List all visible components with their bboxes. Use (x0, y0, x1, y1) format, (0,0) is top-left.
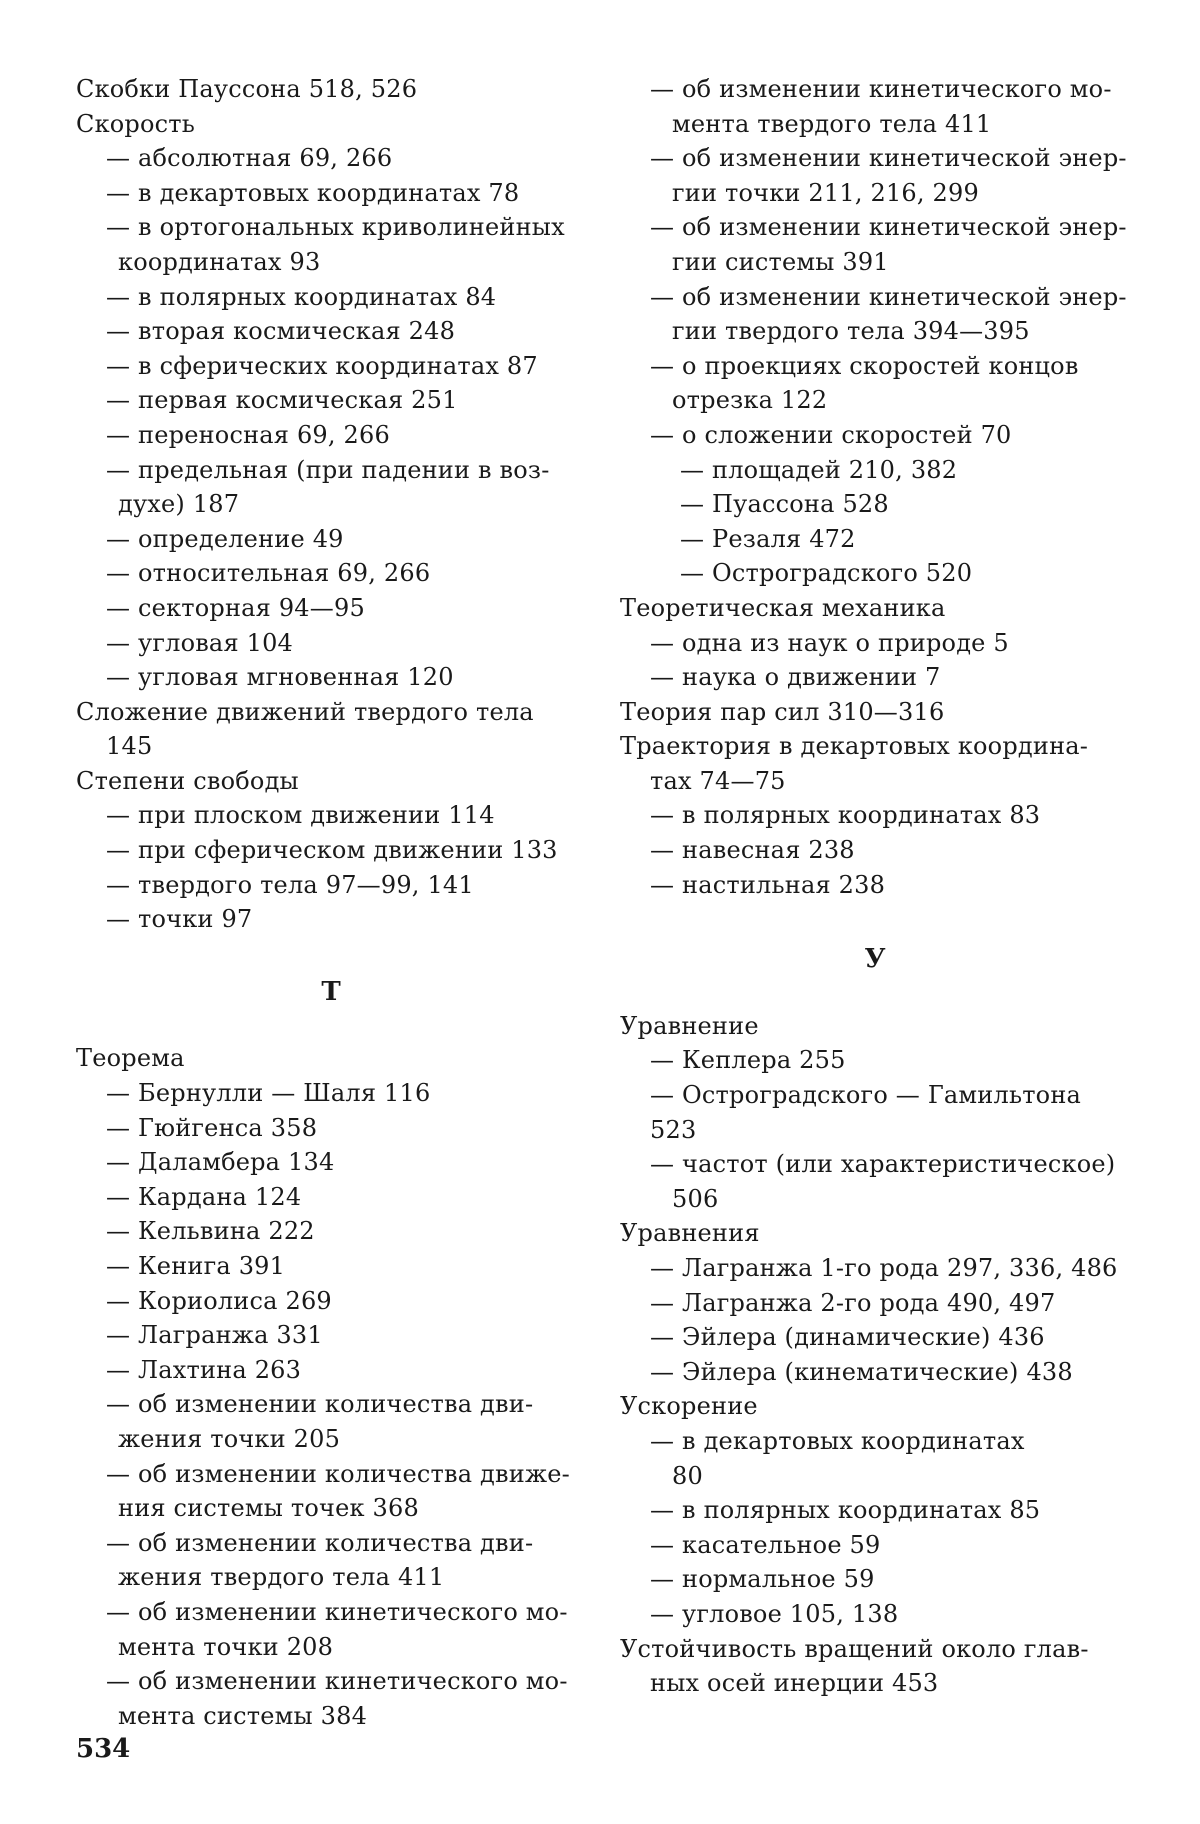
index-entry: — о проекциях скоростей концов (650, 351, 1079, 380)
index-entry: координатах 93 (118, 247, 321, 276)
index-entry: — Кельвина 222 (106, 1217, 315, 1246)
index-entry: — относительная 69, 266 (106, 559, 431, 588)
right-column (620, 72, 1130, 1701)
index-entry: — Остроградского — Гамильтона (650, 1081, 1082, 1110)
index-heading: Теорема (76, 1044, 185, 1073)
index-heading: Скобки Пауссона 518, 526 (76, 75, 418, 103)
section-letter-u: У (864, 944, 886, 975)
index-entry: — одна из наук о природе 5 (650, 628, 1009, 657)
index-entry: ния системы точек 368 (118, 1494, 419, 1523)
index-entry: — касательное 59 (650, 1530, 881, 1559)
index-entry: — о сложении скоростей 70 (650, 420, 1012, 449)
index-entry: — Пуассона 528 (680, 490, 889, 519)
index-entry: — в полярных координатах 84 (106, 282, 497, 311)
index-entry: — твердого тела 97—99, 141 (106, 870, 474, 899)
index-entry: мента системы 384 (118, 1701, 368, 1730)
index-entry: гии точки 211, 216, 299 (672, 178, 979, 207)
index-entry: — определение 49 (106, 524, 344, 553)
index-entry: — Лагранжа 331 (106, 1321, 323, 1350)
index-heading: Уравнения (620, 1219, 760, 1248)
index-entry: гии системы 391 (672, 247, 889, 276)
index-entry: — Гюйгенса 358 (106, 1113, 318, 1142)
index-entry: — угловое 105, 138 (650, 1599, 899, 1628)
index-entry: — в полярных координатах 83 (650, 801, 1041, 830)
index-entry: отрезка 122 (672, 386, 828, 415)
index-entry: — Даламбера 134 (106, 1148, 335, 1177)
index-heading: Теоретическая механика (620, 593, 946, 622)
index-entry: — навесная 238 (650, 836, 855, 865)
index-entry: — угловая мгновенная 120 (106, 663, 454, 692)
index-entry: — нормальное 59 (650, 1565, 875, 1594)
page-number: 534 (76, 1734, 131, 1764)
index-entry: гии твердого тела 394—395 (672, 317, 1030, 346)
left-index-block-s (76, 72, 586, 937)
index-entry: 523 (650, 1115, 697, 1144)
index-heading: Степени свободы (76, 766, 299, 795)
index-heading: Скорость (76, 109, 196, 138)
index-entry: — об изменении количества движе- (106, 1459, 570, 1488)
index-entry: — в сферических координатах 87 (106, 351, 538, 380)
index-entry: — вторая космическая 248 (106, 317, 456, 346)
section-letter-t: Т (321, 976, 341, 1007)
index-entry: ных осей инерции 453 (650, 1669, 939, 1698)
index-entry: — Остроградского 520 (680, 559, 973, 588)
index-entry: — переносная 69, 266 (106, 420, 390, 449)
index-entry: — точки 97 (106, 905, 253, 934)
index-entry: — Лахтина 263 (106, 1355, 302, 1384)
index-entry: — Эйлера (кинематические) 438 (650, 1357, 1073, 1386)
index-entry: 80 (672, 1461, 703, 1490)
index-entry: — Резаля 472 (680, 524, 856, 553)
index-entry: 145 (106, 732, 153, 761)
index-entry: — об изменении кинетического мо- (106, 1597, 568, 1626)
index-entry: — первая космическая 251 (106, 386, 458, 415)
index-entry: мента точки 208 (118, 1632, 334, 1661)
index-entry: — об изменении кинетической энер- (650, 144, 1127, 173)
index-entry: духе) 187 (118, 490, 240, 519)
left-index-block-t (76, 1041, 586, 1733)
index-entry: — Кеплера 255 (650, 1046, 846, 1075)
index-entry: — при плоском движении 114 (106, 801, 495, 830)
index-entry: — об изменении количества дви- (106, 1528, 534, 1557)
index-heading: Устойчивость вращений около глав- (620, 1634, 1089, 1663)
index-entry: жения точки 205 (118, 1424, 341, 1453)
index-entry: — об изменении количества дви- (106, 1390, 534, 1419)
index-entry: — наука о движении 7 (650, 663, 941, 692)
index-entry: — об изменении кинетического мо- (650, 75, 1112, 103)
index-entry: — в полярных координатах 85 (650, 1496, 1041, 1525)
right-index-block-u (620, 1009, 1130, 1701)
index-entry: — настильная 238 (650, 870, 886, 899)
index-heading: Траектория в декартовых координа- (620, 732, 1089, 761)
index-entry: — угловая 104 (106, 628, 294, 657)
left-column (76, 72, 586, 1733)
index-entry: — предельная (при падении в воз- (106, 455, 550, 484)
index-entry: 506 (672, 1184, 719, 1213)
index-entry: — Кенига 391 (106, 1252, 286, 1280)
index-entry: — Эйлера (динамические) 436 (650, 1323, 1045, 1352)
index-heading: Ускорение (620, 1392, 758, 1421)
index-entry: — в декартовых координатах (650, 1426, 1025, 1455)
index-heading: Сложение движений твердого тела (76, 697, 534, 726)
index-entry: — площадей 210, 382 (680, 455, 958, 484)
index-entry: тах 74—75 (650, 766, 786, 795)
index-heading: Теория пар сил 310—316 (620, 697, 945, 726)
index-entry: — Лагранжа 2-го рода 490, 497 (650, 1288, 1056, 1317)
index-entry: — в декартовых координатах 78 (106, 178, 520, 207)
index-entry: — Бернулли — Шаля 116 (106, 1079, 431, 1108)
index-entry: — об изменении кинетической энер- (650, 282, 1127, 311)
index-entry: — частот (или характеристическое) (650, 1150, 1116, 1179)
index-entry: — Кардана 124 (106, 1182, 302, 1211)
index-entry: — при сферическом движении 133 (106, 836, 558, 865)
index-entry: — об изменении кинетического мо- (106, 1667, 568, 1696)
index-entry: — секторная 94—95 (106, 593, 365, 622)
index-entry: — в ортогональных криволинейных (106, 213, 565, 242)
index-entry: — Лагранжа 1-го рода 297, 336, 486 (650, 1254, 1118, 1282)
index-entry: — абсолютная 69, 266 (106, 144, 393, 173)
index-heading: Уравнение (620, 1011, 759, 1040)
right-index-block-t (620, 72, 1130, 902)
index-entry: жения твердого тела 411 (118, 1563, 445, 1592)
index-entry: мента твердого тела 411 (672, 109, 992, 138)
index-entry: — об изменении кинетической энер- (650, 213, 1127, 242)
index-entry: — Кориолиса 269 (106, 1286, 332, 1315)
